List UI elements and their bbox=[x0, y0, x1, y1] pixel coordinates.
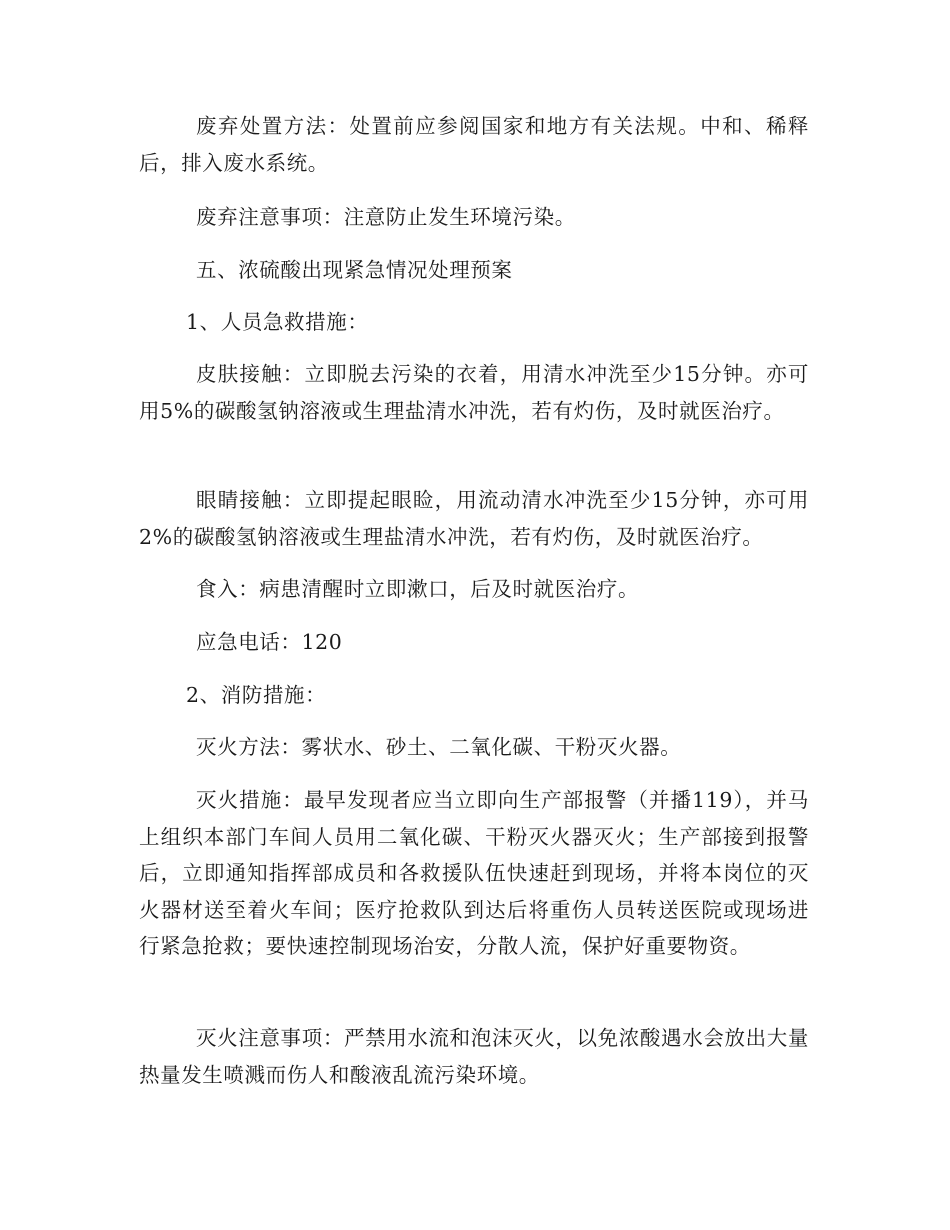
subsection-heading-first-aid: 1、人员急救措施： bbox=[186, 310, 369, 334]
paragraph-disposal-notes: 废弃注意事项：注意防止发生环境污染。 bbox=[196, 205, 576, 229]
paragraph-ingestion: 食入：病患清醒时立即漱口，后及时就医治疗。 bbox=[196, 577, 640, 601]
paragraph-eye-contact: 眼睛接触：立即提起眼睑，用流动清水冲洗至少15分钟，亦可用2%的碳酸氢钠溶液或生理盐清水冲洗，若有灼伤，及时就医治疗。 bbox=[139, 488, 809, 549]
paragraph-extinguishing-measures: 灭火措施：最早发现者应当立即向生产部报警（并播119），并马上组织本部门车间人员用二氧化碳、干粉灭火器灭火；生产部接到报警后，立即通知指挥部成员和各救援队伍快速赶到现场，并将本岗位的灭火器材送至着火车间；医疗抢救队到达后将重伤人员转送医院或现场进行紧急抢救；要快速控制现场治安，分散人流，保护好重要物资。 bbox=[139, 788, 809, 958]
paragraph-extinguishing-methods: 灭火方法：雾状水、砂土、二氧化碳、干粉灭火器。 bbox=[196, 735, 682, 759]
paragraph-disposal-method: 废弃处置方法：处置前应参阅国家和地方有关法规。中和、稀释后，排入废水系统。 bbox=[139, 114, 809, 175]
paragraph-extinguishing-notes: 灭火注意事项：严禁用水流和泡沫灭火，以免浓酸遇水会放出大量热量发生喷溅而伤人和酸液乱流污染环境。 bbox=[139, 1026, 809, 1087]
section-heading-emergency-plan: 五、浓硫酸出现紧急情况处理预案 bbox=[196, 258, 513, 282]
subsection-heading-fire-fighting: 2、消防措施： bbox=[186, 683, 327, 707]
paragraph-emergency-phone: 应急电话：120 bbox=[196, 630, 343, 654]
paragraph-skin-contact: 皮肤接触：立即脱去污染的衣着，用清水冲洗至少15分钟。亦可用5%的碳酸氢钠溶液或生理盐清水冲洗，若有灼伤，及时就医治疗。 bbox=[139, 362, 809, 423]
